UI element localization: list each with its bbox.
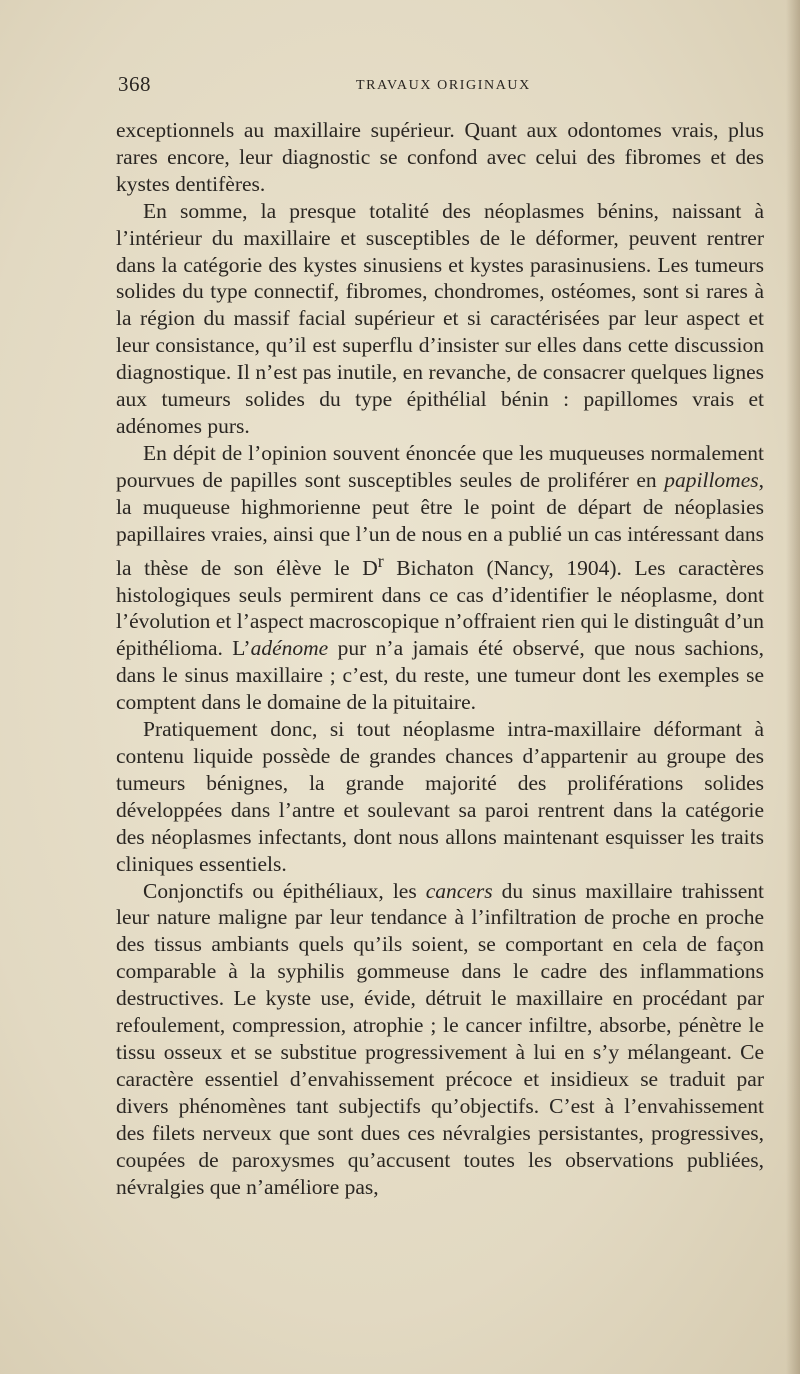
paragraph-1 bbox=[116, 117, 764, 198]
page-number: 368 bbox=[118, 72, 151, 96]
paragraph-4 bbox=[116, 716, 764, 877]
paragraph-3 bbox=[116, 440, 764, 716]
paragraph-text: Pratiquement donc, si tout néoplasme intra-maxillaire déformant à contenu liquide possède de grandes chances d’appartenir au groupe des tumeurs bénignes, la grande majorité des proliférations solides développées dans l’antre et soulevant sa paroi rentrent dans la catégorie des néoplasmes infectants, dont nous allons maintenant esquisser les traits cliniques essentiels. bbox=[116, 717, 764, 876]
italic-term-adenome: adénome bbox=[250, 636, 329, 661]
paragraph-text: En dépit de l’opinion souvent énoncée que les muqueuses normalement pourvues de papilles sont susceptibles seules de proliférer en bbox=[116, 440, 764, 492]
paragraph-text: exceptionnels au maxillaire supérieur. Quant aux odontomes vrais, plus rares encore, leur diagnostic se confond avec celui des fibromes et des kystes dentifères. bbox=[116, 118, 764, 196]
superscript-r: r bbox=[377, 550, 384, 571]
paragraph-text: , la muqueuse highmorienne peut être le point de départ de néoplasies papillaires vraies, ainsi que l’un de nous en a publié un cas intéressant dans la thèse de son élève le D bbox=[116, 467, 764, 580]
paragraph-5 bbox=[116, 878, 764, 1201]
italic-term-cancers: cancers bbox=[425, 878, 493, 903]
body-text bbox=[116, 117, 764, 1200]
running-head: TRAVAUX ORIGINAUX bbox=[356, 78, 531, 93]
paragraph-text: En somme, la presque totalité des néoplasmes bénins, naissant à l’intérieur du maxillaire et susceptibles de le déformer, peuvent rentrer dans la catégorie des kystes sinusiens et kystes parasinusiens. Les tumeurs solides du type connectif, fibromes, chondromes, ostéomes, sont si rares à la région du massif facial supérieur et si caractérisées par leur aspect et leur consistance, qu’il est superflu d’insister sur elles dans cette discussion diagnostique. Il n’est pas inutile, en revanche, de consacrer quelques lignes aux tumeurs solides du type épithélial bénin : papillomes vrais et adénomes purs. bbox=[116, 198, 764, 438]
paragraph-text: pur n’a jamais été observé, que nous sachions, dans le sinus maxillaire ; c’est, du reste, une tumeur dont les exemples se comptent dans le domaine de la pituitaire. bbox=[116, 636, 764, 715]
paragraph-text: Bichaton (Nancy, 1904). Les caractères histologiques seuls permirent dans ce cas d’identifier le néoplasme, dont l’évolution et l’aspect macroscopique n’offraient rien qui le distinguât d’un épithélioma. L’ bbox=[116, 555, 764, 661]
italic-term-papillomes: papillomes bbox=[664, 467, 759, 492]
paragraph-text: du sinus maxillaire trahissent leur nature maligne par leur tendance à l’infiltration de proche en proche des tissus ambiants quels qu’ils soient, se comportant en cela de façon comparable à la syphilis gommeuse dans le cadre des inflammations destructives. Le kyste use, évide, détruit le maxillaire en procédant par refoulement, compression, atrophie ; le cancer infiltre, absorbe, pénètre le tissu osseux et se substitue progressivement à lui en s’y mélangeant. Ce caractère essentiel d’envahissement précoce et insidieux se traduit par divers phénomènes tant subjectifs qu’objectifs. C’est à l’envahissement des filets nerveux que sont dues ces névralgies persistantes, progressives, coupées de paroxysmes qu’accusent toutes les observations publiées, névralgies que n’améliore pas, bbox=[116, 878, 764, 1199]
paragraph-2 bbox=[116, 198, 764, 440]
page-header bbox=[118, 72, 768, 102]
paragraph-text: Conjonctifs ou épithéliaux, les bbox=[143, 878, 426, 903]
page-edge-shadow bbox=[786, 0, 800, 1374]
